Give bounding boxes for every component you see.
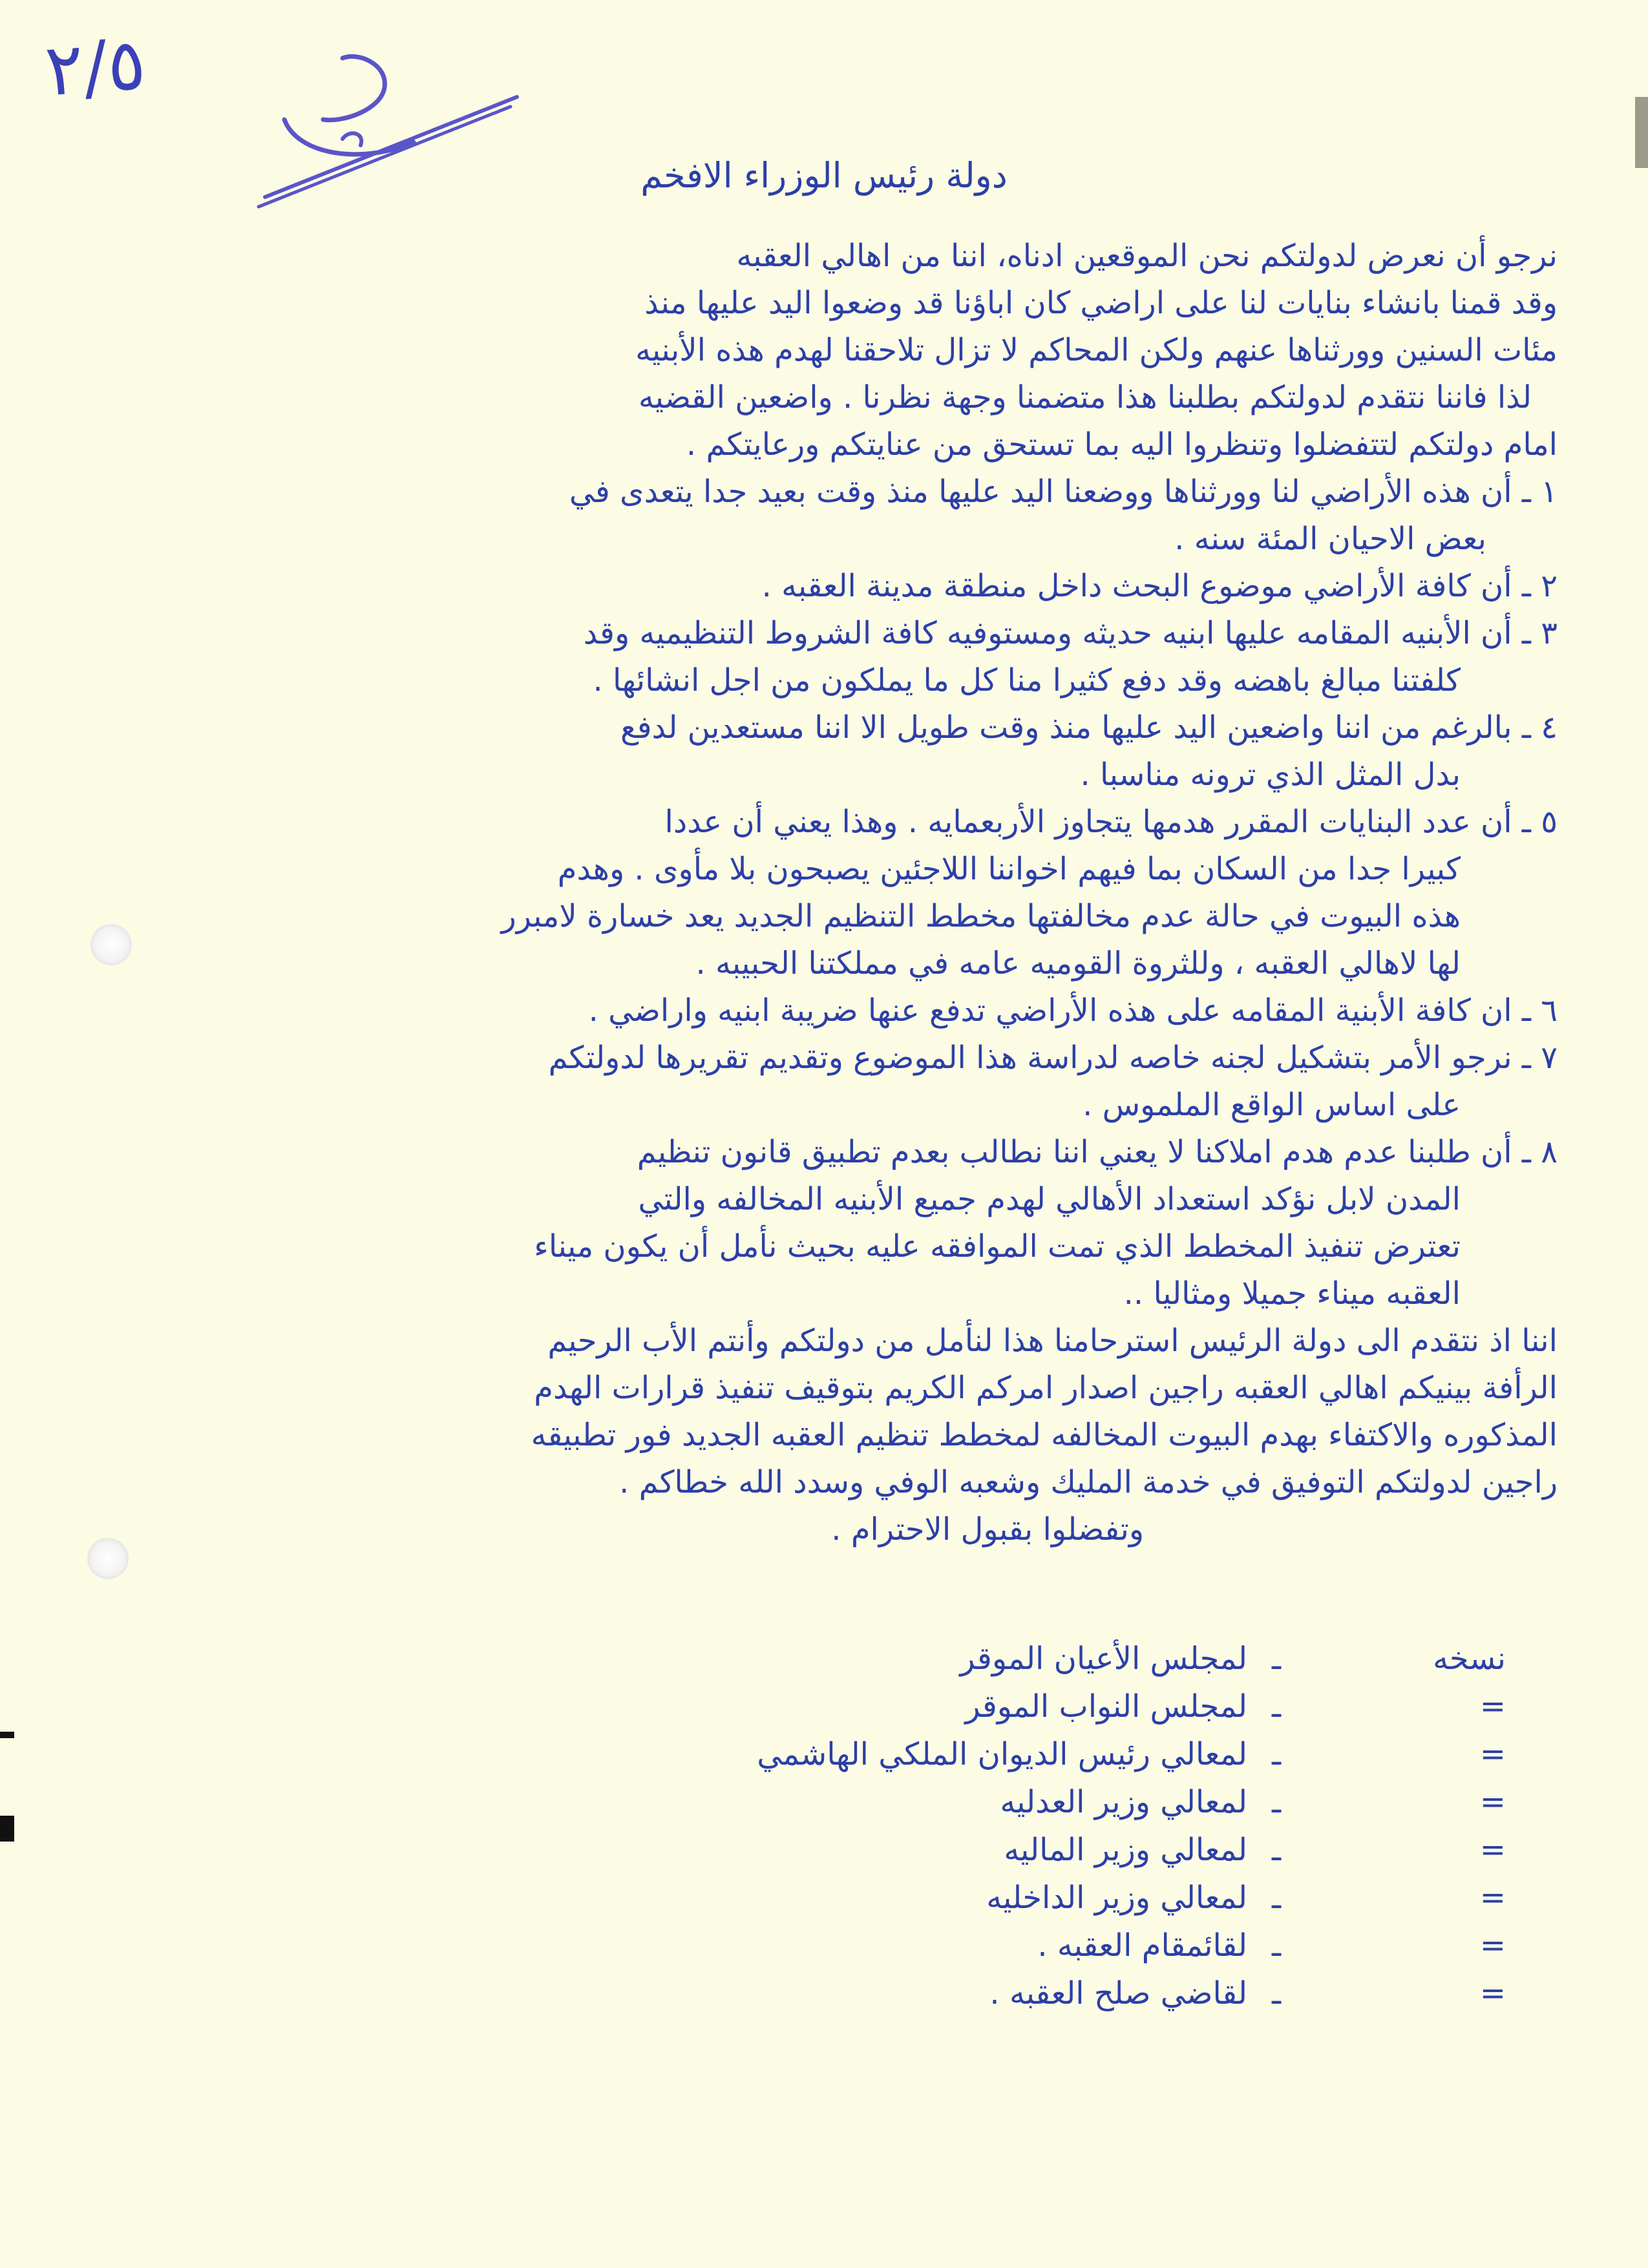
copies-row [129, 1874, 1506, 1922]
copies-dash: ـ [1271, 1927, 1282, 1964]
copy-recipient: لمجلس الأعيان الموقر [960, 1641, 1247, 1677]
point-8-line: ٨ ـ أن طلبنا عدم هدم املاكنا لا يعني اننا نطالب بعدم تطبيق قانون تنظيم [637, 1134, 1558, 1170]
point-8-line: تعترض تنفيذ المخطط الذي تمت الموافقه عليه بحيث نأمل أن يكون ميناء [534, 1228, 1461, 1265]
copies-row [129, 1922, 1506, 1969]
copies-label: نسخه [1433, 1641, 1506, 1677]
copies-marker: = [1479, 1784, 1506, 1820]
copies-marker: = [1479, 1880, 1506, 1916]
letter-title: دولة رئيس الوزراء الافخم [640, 155, 1008, 196]
letter-body [52, 233, 1558, 1553]
closing-line: اننا اذ نتقدم الى دولة الرئيس استرحامنا هذا لنأمل من دولتكم وأنتم الأب الرحيم [547, 1323, 1558, 1359]
intro-line: وقد قمنا بانشاء بنايات لنا على اراضي كان اباؤنا قد وضعوا اليد عليها منذ [644, 285, 1558, 321]
punch-hole-icon [87, 1538, 129, 1579]
intro-line: نرجو أن نعرض لدولتكم نحن الموقعين ادناه، اننا من اهالي العقبه [736, 238, 1558, 274]
point-7-line: ٧ ـ نرجو الأمر بتشكيل لجنه خاصه لدراسة هذا الموضوع وتقديم تقريرها لدولتكم [548, 1040, 1558, 1076]
copy-recipient: لقائمقام العقبه . [1037, 1927, 1247, 1964]
point-4-line: ٤ ـ بالرغم من اننا واضعين اليد عليها منذ وقت طويل الا اننا مستعدين لدفع [620, 709, 1558, 746]
copies-dash: ـ [1271, 1736, 1282, 1772]
point-5-line: كبيرا جدا من السكان بما فيهم اخواننا اللاجئين يصبحون بلا مأوى . وهدم [557, 851, 1461, 887]
intro-line: امام دولتكم لتتفضلوا وتنظروا اليه بما تستحق من عنايتكم ورعايتكم . [686, 426, 1558, 463]
copies-row [129, 1826, 1506, 1874]
copies-row [129, 1730, 1506, 1778]
point-2-line: ٢ ـ أن كافة الأراضي موضوع البحث داخل منطقة مدينة العقبه . [761, 568, 1558, 604]
copies-dash: ـ [1271, 1880, 1282, 1916]
copies-list [129, 1635, 1506, 2017]
page-number: ٢/٥ [42, 22, 149, 112]
copies-marker: = [1479, 1927, 1506, 1964]
point-3-line: ٣ ـ أن الأبنيه المقامه عليها ابنيه حديثه ومستوفيه كافة الشروط التنظيميه وقد [583, 615, 1558, 651]
copies-dash: ـ [1271, 1641, 1282, 1677]
copy-recipient: لمعالي وزير العدليه [1000, 1784, 1247, 1820]
copies-dash: ـ [1271, 1832, 1282, 1868]
point-8-line: العقبه ميناء جميلا ومثاليا .. [1123, 1276, 1461, 1312]
point-1-line: ١ ـ أن هذه الأراضي لنا وورثناها ووضعنا اليد عليها منذ وقت بعيد جدا يتعدى في [569, 474, 1558, 510]
copies-row [129, 1778, 1506, 1826]
point-1-line: بعض الاحيان المئة سنه . [1174, 521, 1486, 557]
point-7-line: على اساس الواقع الملموس . [1083, 1087, 1461, 1123]
intro-line: مئات السنين وورثناها عنهم ولكن المحاكم لا تزال تلاحقنا لهدم هذه الأبنيه [635, 332, 1558, 368]
copies-marker: = [1479, 1736, 1506, 1772]
copies-dash: ـ [1271, 1784, 1282, 1820]
copies-row [129, 1683, 1506, 1730]
copies-marker: = [1479, 1688, 1506, 1725]
point-3-line: كلفتنا مبالغ باهضه وقد دفع كثيرا منا كل ما يملكون من اجل انشائها . [593, 662, 1461, 698]
sign-off: وتفضلوا بقبول الاحترام . [831, 1511, 1144, 1548]
copy-recipient: لمجلس النواب الموقر [965, 1688, 1247, 1725]
copy-recipient: لقاضي صلح العقبه . [989, 1975, 1247, 2011]
copies-marker: = [1479, 1975, 1506, 2011]
copy-recipient: لمعالي رئيس الديوان الملكي الهاشمي [757, 1736, 1247, 1772]
copy-recipient: لمعالي وزير الداخليه [986, 1880, 1247, 1916]
point-6-line: ٦ ـ ان كافة الأبنية المقامه على هذه الأراضي تدفع عنها ضريبة ابنيه واراضي . [588, 992, 1558, 1029]
scan-edge-mark [0, 1732, 14, 1738]
copies-marker: = [1479, 1832, 1506, 1868]
copies-row [129, 1635, 1506, 1683]
copy-recipient: لمعالي وزير الماليه [1004, 1832, 1247, 1868]
point-4-line: بدل المثل الذي ترونه مناسبا . [1080, 757, 1461, 793]
point-5-line: لها لاهالي العقبه ، وللثروة القوميه عامه في مملكتنا الحبيبه . [695, 945, 1461, 982]
point-5-line: ٥ ـ أن عدد البنايات المقرر هدمها يتجاوز الأربعمايه . وهذا يعني أن عددا [664, 804, 1558, 840]
copies-dash: ـ [1271, 1975, 1282, 2011]
closing-line: راجين لدولتكم التوفيق في خدمة المليك وشعبه الوفي وسدد الله خطاكم . [619, 1464, 1558, 1500]
copies-dash: ـ [1271, 1688, 1282, 1725]
intro-line: لذا فاننا نتقدم لدولتكم بطلبنا هذا متضمنا وجهة نظرنا . واضعين القضيه [638, 379, 1532, 415]
scan-edge-mark [1635, 97, 1648, 168]
scan-edge-mark [0, 1816, 14, 1842]
punch-hole-icon [90, 924, 132, 965]
point-5-line: هذه البيوت في حالة عدم مخالفتها مخطط التنظيم الجديد يعد خسارة لامبرر [501, 898, 1461, 934]
closing-line: المذكوره والاكتفاء بهدم البيوت المخالفه لمخطط تنظيم العقبه الجديد فور تطبيقه [531, 1417, 1558, 1453]
point-8-line: المدن لابل نؤكد استعداد الأهالي لهدم جميع الأبنيه المخالفه والتي [638, 1181, 1461, 1217]
copies-row [129, 1969, 1506, 2017]
closing-line: الرأفة بينيكم اهالي العقبه راجين اصدار امركم الكريم بتوقيف تنفيذ قرارات الهدم [534, 1370, 1558, 1406]
